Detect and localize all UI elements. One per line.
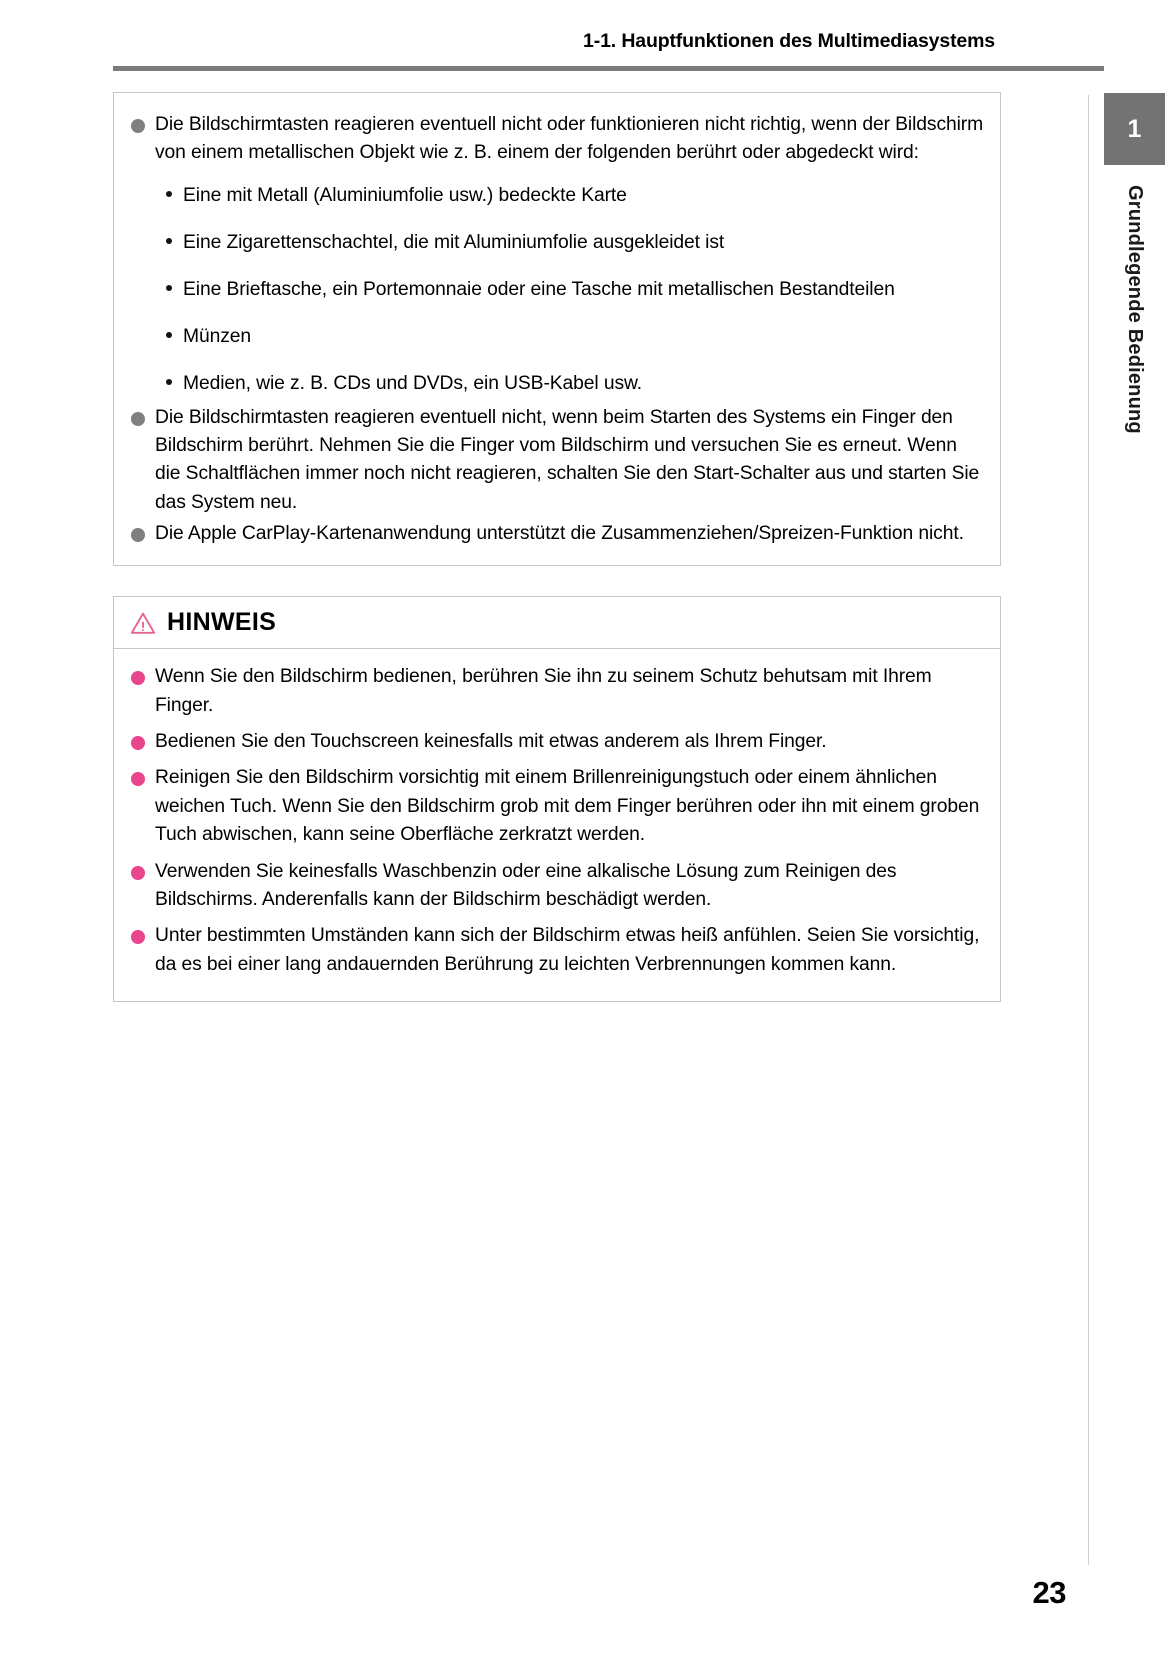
- warning-triangle-icon: [130, 611, 156, 635]
- pink-bullet-icon: [131, 930, 145, 944]
- small-bullet-icon: [166, 191, 172, 197]
- sub-list-item: [155, 370, 984, 398]
- notice-bullet-list: [125, 663, 984, 979]
- chapter-tab-label-text: Grundlegende Bedienung: [1124, 185, 1146, 434]
- small-bullet-icon: [166, 238, 172, 244]
- list-item: [125, 764, 984, 849]
- gray-bullet-icon: [131, 528, 145, 542]
- list-item: [125, 922, 984, 979]
- small-bullet-icon: [166, 285, 172, 291]
- page-header: [0, 0, 1165, 72]
- pink-bullet-icon: [131, 866, 145, 880]
- pink-bullet-icon: [131, 772, 145, 786]
- sub-list-item-text: Eine Zigarettenschachtel, die mit Aluminiumfolie ausgekleidet ist: [183, 231, 725, 253]
- sub-list-item-text: Münzen: [183, 325, 251, 347]
- list-item: [125, 520, 984, 548]
- small-bullet-icon: [166, 332, 172, 338]
- page-number: 23: [1032, 1575, 1066, 1610]
- page-title: 1-1. Hauptfunktionen des Multimediasystems: [583, 30, 995, 52]
- pink-bullet-icon: [131, 736, 145, 750]
- sub-list-item: [155, 323, 984, 351]
- chapter-tab-number[interactable]: 1: [1104, 93, 1165, 165]
- sub-list-item: [155, 182, 984, 210]
- list-item-text: Die Bildschirmtasten reagieren eventuell nicht, wenn beim Starten des Systems ein Finger den Bildschirm berührt. Nehmen Sie die Finger vom Bildschirm und versuchen Sie es erneut. Wenn die Schaltflächen immer noch nicht reagieren, schalten Sie den Start-Schalter aus und starten Sie das System neu.: [155, 406, 980, 513]
- sub-list-item: [155, 276, 984, 304]
- small-bullet-icon: [166, 379, 172, 385]
- notice-box-body: [114, 649, 1000, 1001]
- gray-bullet-icon: [131, 412, 145, 426]
- gray-bullet-icon: [131, 119, 145, 133]
- header-divider: [113, 66, 1104, 71]
- sub-list-item: [155, 229, 984, 257]
- notice-box-header: [114, 597, 1000, 649]
- info-bullet-list: [125, 111, 984, 548]
- list-item: [125, 858, 984, 915]
- list-item-text: Verwenden Sie keinesfalls Waschbenzin oder eine alkalische Lösung zum Reinigen des Bildschirms. Anderenfalls kann der Bildschirm beschädigt werden.: [155, 860, 897, 910]
- notice-box: [113, 596, 1001, 1002]
- pink-bullet-icon: [131, 671, 145, 685]
- list-item-text: Die Bildschirmtasten reagieren eventuell nicht oder funktionieren nicht richtig, wenn der Bildschirm von einem metallischen Objekt wie z. B. einem der folgenden berührt oder abgedeckt wird:: [155, 114, 984, 164]
- list-item-text: Wenn Sie den Bildschirm bedienen, berühren Sie ihn zu seinem Schutz behutsam mit Ihrem Finger.: [155, 666, 932, 716]
- sub-list-item-text: Eine Brieftasche, ein Portemonnaie oder eine Tasche mit metallischen Bestandteilen: [183, 278, 895, 300]
- list-item-text: Unter bestimmten Umständen kann sich der Bildschirm etwas heiß anfühlen. Seien Sie vorsichtig, da es bei einer lang andauernden Berührung zu leichten Verbrennungen kommen kann.: [155, 925, 980, 975]
- list-item-text: Bedienen Sie den Touchscreen keinesfalls mit etwas anderem als Ihrem Finger.: [155, 731, 827, 753]
- list-item-text: Die Apple CarPlay-Kartenanwendung unterstützt die Zusammenziehen/Spreizen-Funktion nicht.: [155, 523, 964, 544]
- info-box: [113, 92, 1001, 566]
- list-item: [125, 728, 984, 756]
- list-item: [125, 111, 984, 398]
- list-item: [125, 404, 984, 517]
- notice-box-title: HINWEIS: [167, 608, 277, 637]
- info-sub-bullet-list: [155, 182, 984, 398]
- sub-list-item-text: Medien, wie z. B. CDs und DVDs, ein USB-Kabel usw.: [183, 372, 643, 394]
- sub-list-item-text: Eine mit Metall (Aluminiumfolie usw.) bedeckte Karte: [183, 184, 627, 206]
- content-column: [113, 92, 1001, 1002]
- chapter-tab-hairline: [1088, 95, 1089, 1565]
- chapter-tab-label: [1104, 185, 1165, 485]
- list-item-text: Reinigen Sie den Bildschirm vorsichtig mit einem Brillenreinigungstuch oder einem ähnlichen weichen Tuch. Wenn Sie den Bildschirm grob mit dem Finger berühren oder ihn mit einem groben Tuch abwischen, kann seine Oberfläche zerkratzt werden.: [155, 767, 980, 846]
- list-item: [125, 663, 984, 720]
